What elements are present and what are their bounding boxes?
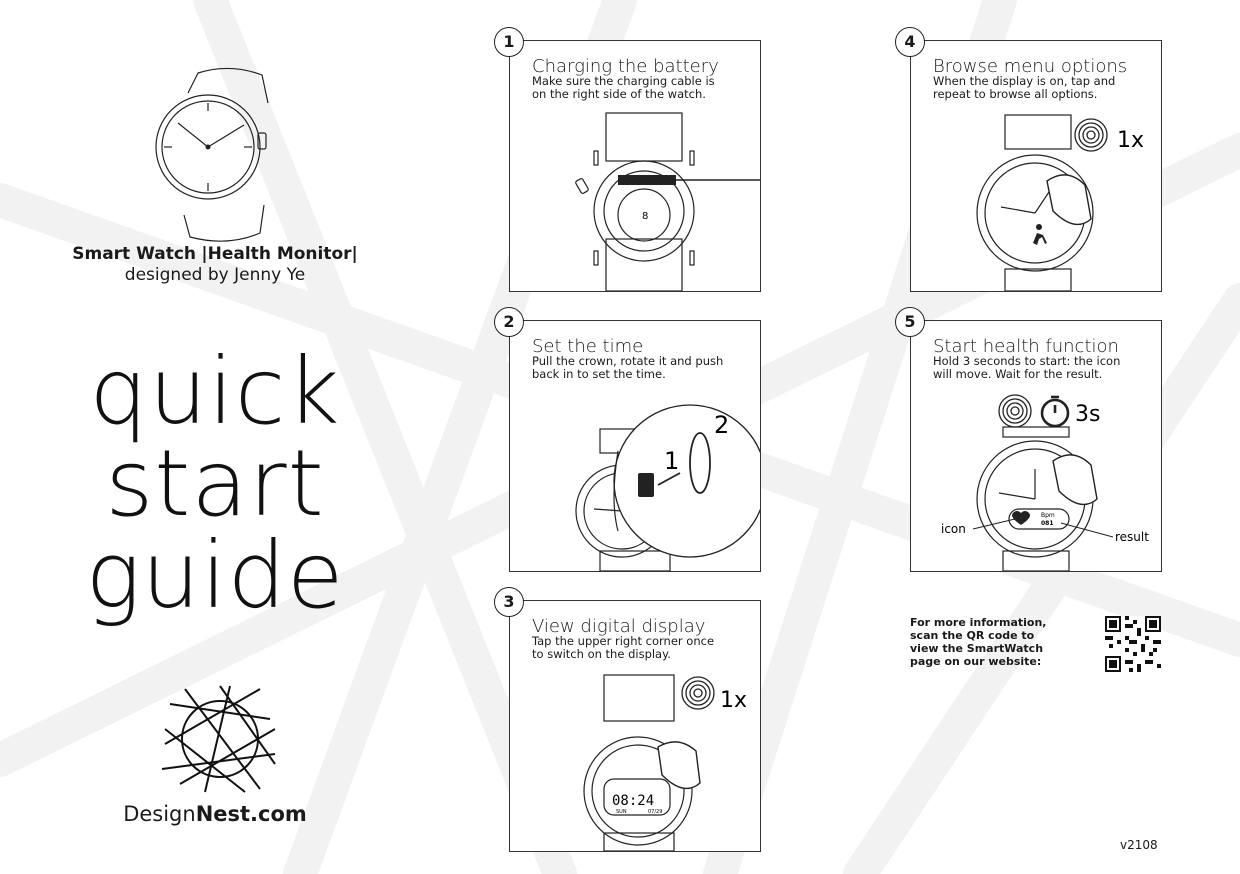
step-4-title: Browse menu options [933,56,1128,77]
step-5-desc: Hold 3 seconds to start: the icon will move. Wait for the result. [933,354,1121,381]
heading-line-2: start [105,430,325,537]
display-illustration [570,671,760,851]
step-2-title: Set the time [532,336,644,357]
product-subtitle: |Health Monitor| [201,244,358,264]
watch-illustration [150,65,280,245]
heart-icon [1012,511,1030,525]
step-4-number: 4 [895,27,925,57]
more-info-text: For more information, scan the QR code to view the SmartWatch page on our website: [910,616,1047,668]
step-4-tap-count: 1x [1117,128,1145,153]
step-4-panel [910,40,1162,292]
product-name: Smart Watch [72,244,197,264]
stopwatch-icon [1042,397,1068,426]
hand-tap-icon [1053,455,1097,505]
step-2-label-2: 2 [714,411,730,439]
step-1-title: Charging the battery [532,56,719,77]
step-3-number: 3 [494,587,524,617]
charging-illustration [570,111,760,291]
fingerprint-icon [1075,119,1107,151]
display-date: 07/29 [648,809,663,815]
health-illustration [911,391,1161,571]
fingerprint-icon [682,677,714,709]
step-3-panel [509,600,761,852]
step-1-panel [509,40,761,292]
product-title [40,244,390,286]
brand-name [40,802,390,826]
display-time: 08:24 [612,793,655,809]
set-time-illustration [550,391,760,571]
icon-label: icon [941,522,966,536]
reading-value: 081 [1041,520,1054,527]
fingerprint-icon [999,395,1031,427]
step-3-tap-count: 1x [720,688,748,713]
product-designer: designed by Jenny Ye [124,265,306,285]
step-5-title: Start health function [933,336,1119,357]
qr-code[interactable] [1105,616,1161,672]
runner-icon [1033,224,1047,245]
heading-line-1: quick [89,338,341,445]
step-2-label-1: 1 [664,447,680,475]
step-1-desc: Make sure the charging cable is on the right side of the watch. [532,74,715,101]
step-4-desc: When the display is on, tap and repeat to browse all options. [933,74,1116,101]
step-1-number: 1 [494,27,524,57]
designnest-logo [160,684,280,794]
step-5-panel [910,320,1162,572]
display-day: SUN [616,809,627,815]
version-label: v2108 [1120,838,1158,852]
step-3-desc: Tap the upper right corner once to switch on the display. [532,634,715,661]
hand-tap-icon [658,742,700,789]
step-5-number: 5 [895,307,925,337]
result-label: result [1115,530,1149,544]
browse-illustration [971,111,1161,291]
step-2-number: 2 [494,307,524,337]
charge-indicator: 8 [642,211,649,222]
brand-prefix: Design [123,802,196,826]
step-2-panel [509,320,761,572]
heading-line-3: guide [85,522,345,629]
brand-bold: Nest.com [195,802,307,826]
reading-unit: Bpm [1041,512,1055,519]
step-5-hold: 3s [1075,402,1101,427]
step-2-desc: Pull the crown, rotate it and push back in to set the time. [532,354,724,381]
step-3-title: View digital display [532,616,706,637]
